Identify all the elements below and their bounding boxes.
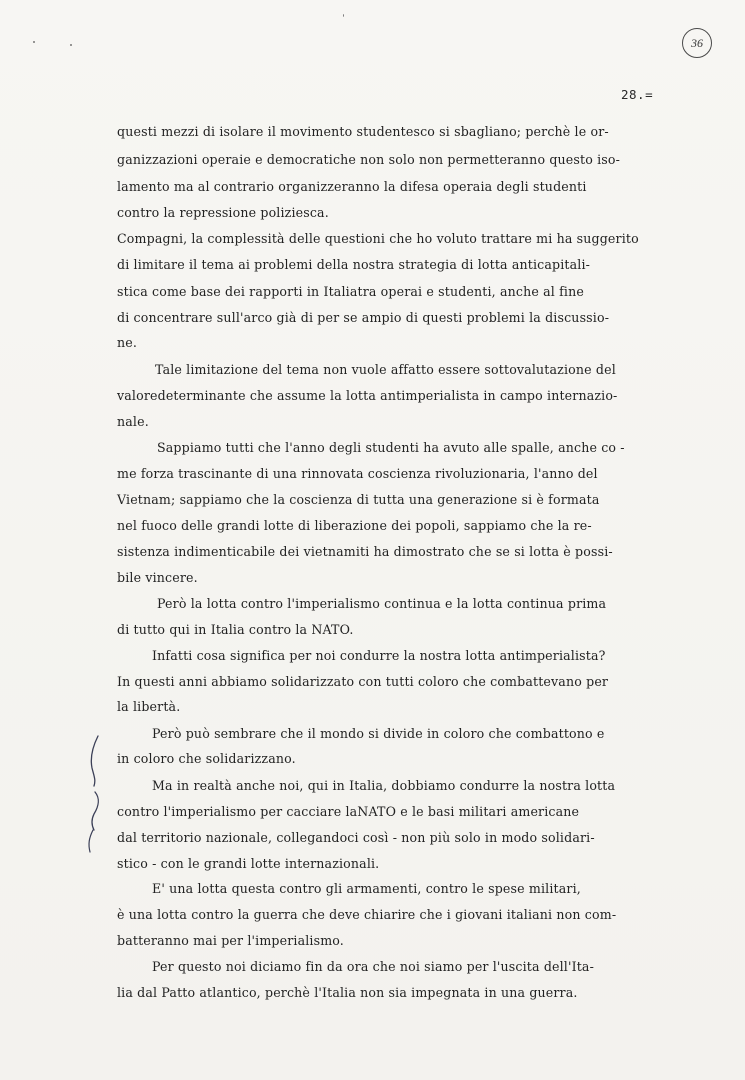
text-line: Infatti cosa significa per noi condurre la nostra lotta antimperialista? (152, 648, 606, 663)
page-stamp: 36 (682, 28, 712, 58)
text-line: Vietnam; sappiamo che la coscienza di tutta una generazione si è formata (117, 492, 600, 507)
text-line: nel fuoco delle grandi lotte di liberazione dei popoli, sappiamo che la re- (117, 518, 592, 533)
text-line: bile vincere. (117, 570, 198, 585)
page-number: 28.= (621, 87, 654, 102)
text-line: di limitare il tema ai problemi della nostra strategia di lotta anticapitali- (117, 257, 591, 272)
text-line: è una lotta contro la guerra che deve chiarire che i giovani italiani non com- (117, 907, 617, 922)
text-line: lia dal Patto atlantico, perchè l'Italia non sia impegnata in una guerra. (117, 985, 578, 1000)
text-line: contro la repressione poliziesca. (117, 205, 329, 220)
text-line: nale. (117, 414, 149, 429)
text-line: Sappiamo tutti che l'anno degli studenti ha avuto alle spalle, anche co - (157, 440, 625, 455)
text-line: me forza trascinante di una rinnovata coscienza rivoluzionaria, l'anno del (117, 466, 598, 481)
text-line: lamento ma al contrario organizzeranno la difesa operaia degli studenti (117, 179, 587, 194)
text-line: E' una lotta questa contro gli armamenti, contro le spese militari, (152, 881, 581, 896)
text-line: Tale limitazione del tema non vuole affatto essere sottovalutazione del (155, 362, 616, 377)
text-line: ganizzazioni operaie e democratiche non solo non permetteranno questo iso- (117, 152, 621, 167)
text-line: Ma in realtà anche noi, qui in Italia, dobbiamo condurre la nostra lotta (152, 778, 616, 793)
handwritten-margin-mark-icon (82, 734, 106, 854)
text-line: in coloro che solidarizzano. (117, 751, 296, 766)
text-line: Compagni, la complessità delle questioni che ho voluto trattare mi ha suggerito (117, 231, 639, 246)
text-line: Per questo noi diciamo fin da ora che noi siamo per l'uscita dell'Ita- (152, 959, 594, 974)
text-line: batteranno mai per l'imperialismo. (117, 933, 344, 948)
text-line: questi mezzi di isolare il movimento studentesco si sbagliano; perchè le or- (117, 124, 609, 139)
text-line: sistenza indimenticabile dei vietnamiti ha dimostrato che se si lotta è possi- (117, 544, 613, 559)
text-line: contro l'imperialismo per cacciare laNATO e le basi militari americane (117, 804, 580, 819)
text-line: dal territorio nazionale, collegandoci così - non più solo in modo solidari- (117, 830, 595, 845)
text-line: In questi anni abbiamo solidarizzato con tutti coloro che combattevano per (117, 674, 609, 689)
text-line: Però può sembrare che il mondo si divide in coloro che combattono e (152, 726, 605, 741)
text-line: Però la lotta contro l'imperialismo continua e la lotta continua prima (157, 596, 607, 611)
paper-speck (343, 14, 344, 17)
text-line: valoredeterminante che assume la lotta antimperialista in campo internazio- (117, 388, 618, 403)
text-line: stica come base dei rapporti in Italiatra operai e studenti, anche al fine (117, 284, 584, 299)
text-line: ne. (117, 335, 138, 350)
paper-speck (70, 44, 72, 46)
paper-speck (33, 41, 35, 43)
text-line: di concentrare sull'arco già di per se ampio di questi problemi la discussio- (117, 310, 610, 325)
text-line: di tutto qui in Italia contro la NATO. (117, 622, 354, 637)
text-line: la libertà. (117, 699, 181, 714)
text-line: stico - con le grandi lotte internazionali. (117, 856, 380, 871)
